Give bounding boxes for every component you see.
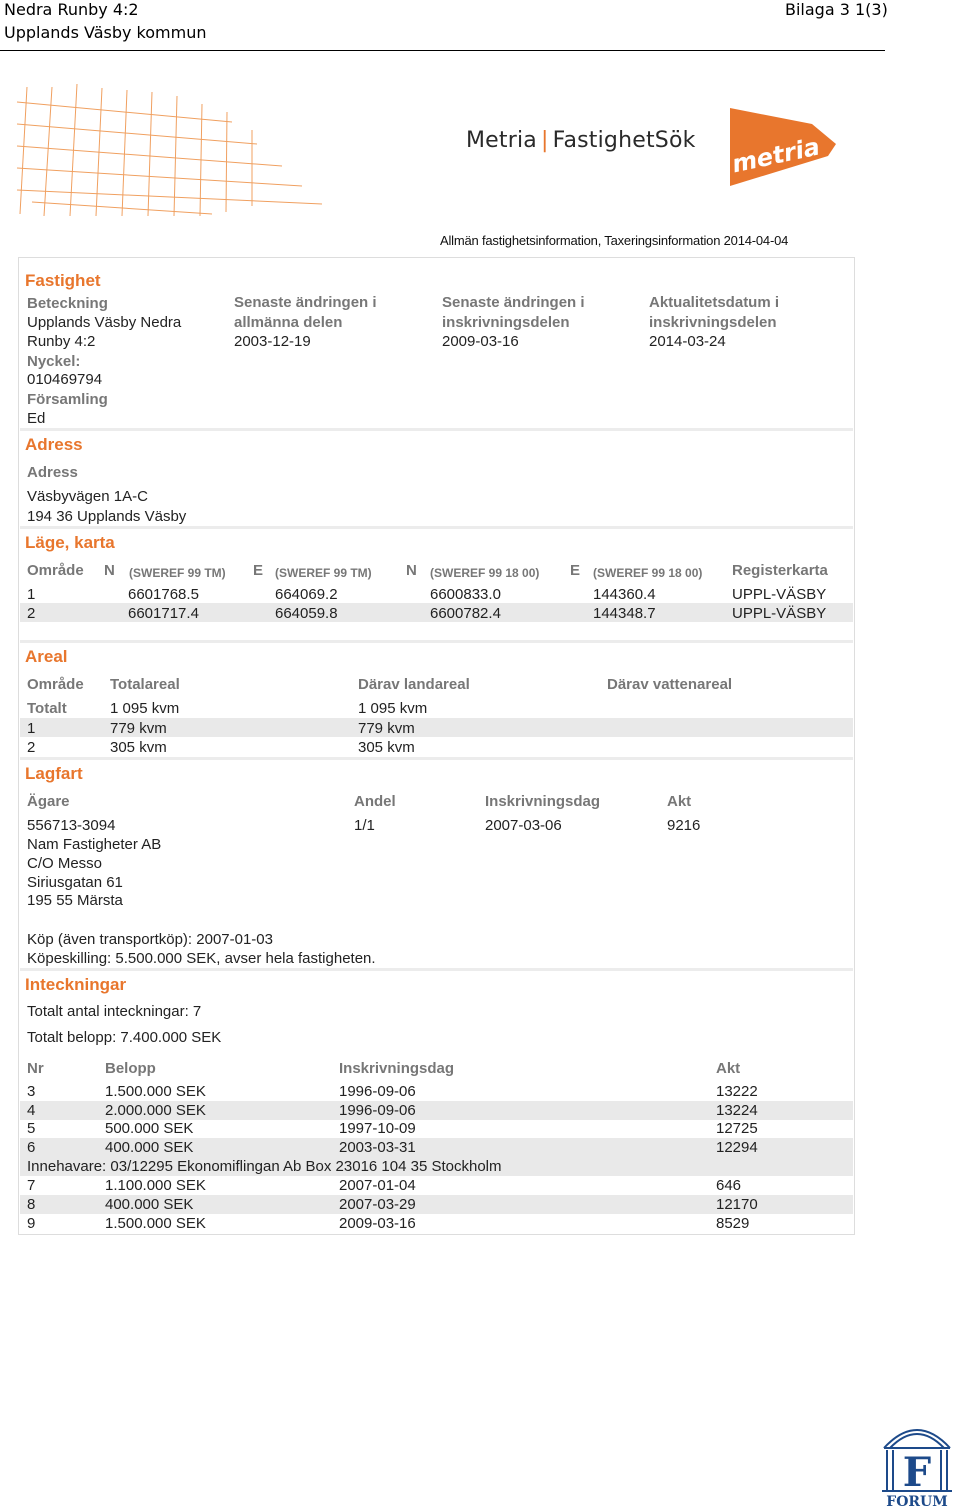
lage-header-sweref-tm-e: (SWEREF 99 TM) [275, 566, 372, 580]
intck-cell-nr: 9 [27, 1215, 36, 1232]
nyckel-label: Nyckel: [27, 353, 81, 370]
intck-header-nr: Nr [27, 1060, 44, 1077]
brand-name-right: FastighetSök [552, 128, 696, 153]
areal-cell-land: 305 kvm [358, 739, 415, 756]
intck-cell-dag: 1996-09-06 [339, 1083, 416, 1100]
intck-cell-dag: 2003-03-31 [339, 1139, 416, 1156]
inskr-change-label-line1: Senaste ändringen i [442, 294, 585, 311]
lagfart-header-andel: Andel [354, 793, 396, 810]
lage-cell-n-1800: 6600833.0 [430, 586, 501, 603]
lage-header-omrade: Område [27, 562, 84, 579]
map-grid-decoration [12, 82, 332, 222]
intck-cell-dag: 2007-03-29 [339, 1196, 416, 1213]
adress-label: Adress [27, 464, 78, 481]
section-divider [20, 757, 853, 760]
adress-line1: Väsbyvägen 1A-C [27, 488, 148, 505]
owner-line: Nam Fastigheter AB [27, 836, 162, 853]
intck-cell-nr: 7 [27, 1177, 36, 1194]
inskr-change-label-line2: inskrivningsdelen [442, 314, 570, 331]
intck-header-akt: Akt [716, 1060, 741, 1077]
lage-cell-e-1800: 144360.4 [593, 586, 656, 603]
owner-line: C/O Messo [27, 855, 103, 872]
lagfart-kopeskilling: Köpeskilling: 5.500.000 SEK, avser hela fastigheten. [27, 950, 376, 967]
header-divider [0, 50, 885, 51]
intck-cell-belopp: 1.500.000 SEK [105, 1083, 206, 1100]
areal-cell-total: 305 kvm [110, 739, 167, 756]
areal-cell-total: 779 kvm [110, 720, 167, 737]
lage-header-sweref-1800-n: (SWEREF 99 18 00) [430, 566, 540, 580]
lage-cell-n-1800: 6600782.4 [430, 605, 501, 622]
lage-cell-n-tm: 6601717.4 [128, 605, 199, 622]
section-divider [20, 640, 853, 643]
owner-line: 195 55 Märsta [27, 892, 123, 909]
section-title-adress: Adress [25, 435, 83, 454]
intck-cell-akt: 13224 [716, 1102, 758, 1119]
allm-change-value: 2003-12-19 [234, 333, 311, 350]
beteckning-label: Beteckning [27, 295, 108, 312]
nyckel-value: 010469794 [27, 371, 103, 388]
brand-name-left: Metria [466, 128, 537, 153]
areal-header-landareal: Därav landareal [358, 676, 470, 693]
lage-cell-registerkarta: UPPL-VÄSBY [732, 586, 827, 603]
intck-cell-akt: 12294 [716, 1139, 758, 1156]
forum-logo [878, 1414, 956, 1508]
areal-cell-omrade: 2 [27, 739, 36, 756]
intck-cell-dag: 1996-09-06 [339, 1102, 416, 1119]
intck-cell-dag: 2009-03-16 [339, 1215, 416, 1232]
inskr-change-value: 2009-03-16 [442, 333, 519, 350]
intck-cell-nr: 4 [27, 1102, 36, 1119]
intck-cell-nr: 5 [27, 1120, 36, 1137]
lage-header-registerkarta: Registerkarta [732, 562, 828, 579]
intck-header-inskrivningsdag: Inskrivningsdag [339, 1060, 455, 1077]
aktualitet-label-line1: Aktualitetsdatum i [649, 294, 780, 311]
areal-cell-total: 1 095 kvm [110, 700, 180, 717]
owner-line: Siriusgatan 61 [27, 874, 123, 891]
header-page-ref: Bilaga 3 1(3) [785, 0, 888, 19]
section-title-lagfart: Lagfart [25, 764, 83, 783]
areal-header-omrade: Område [27, 676, 84, 693]
lagfart-andel: 1/1 [354, 817, 375, 834]
lage-header-sweref-1800-e: (SWEREF 99 18 00) [593, 566, 703, 580]
allm-change-label-line2: allmänna delen [234, 314, 343, 331]
lage-cell-e-tm: 664069.2 [275, 586, 338, 603]
lagfart-akt: 9216 [667, 817, 701, 834]
areal-cell-land: 1 095 kvm [358, 700, 428, 717]
lagfart-header-agare: Ägare [27, 793, 70, 810]
inteckningar-antal: Totalt antal inteckningar: 7 [27, 1003, 202, 1020]
intck-cell-belopp: 1.500.000 SEK [105, 1215, 206, 1232]
section-divider [20, 526, 853, 529]
intck-cell-nr: 3 [27, 1083, 36, 1100]
lagfart-header-inskrivningsdag: Inskrivningsdag [485, 793, 601, 810]
aktualitet-label-line2: inskrivningsdelen [649, 314, 777, 331]
intck-cell-akt: 12725 [716, 1120, 758, 1137]
lage-header-n1: N [104, 562, 115, 579]
metria-logo-text: metria [729, 132, 823, 179]
metria-logo [724, 104, 840, 188]
intck-innehavare: Innehavare: 03/12295 Ekonomiflingan Ab Box 23016 104 35 Stockholm [27, 1158, 502, 1175]
header-municipality: Upplands Väsby kommun [4, 23, 207, 42]
forum-logo-text: FORUM [886, 1494, 948, 1508]
intck-cell-akt: 13222 [716, 1083, 758, 1100]
intck-cell-nr: 8 [27, 1196, 36, 1213]
lagfart-header-akt: Akt [667, 793, 692, 810]
document-subtitle: Allmän fastighetsinformation, Taxeringsinformation 2014-04-04 [440, 233, 789, 248]
owner-line: 556713-3094 [27, 817, 116, 834]
lage-header-n2: N [406, 562, 417, 579]
beteckning-value-line1: Upplands Väsby Nedra [27, 314, 182, 331]
areal-header-totalareal: Totalareal [110, 676, 180, 693]
intck-cell-dag: 2007-01-04 [339, 1177, 416, 1194]
forsamling-value: Ed [27, 410, 46, 427]
adress-line2: 194 36 Upplands Väsby [27, 508, 187, 525]
forum-logo-letter: F [902, 1449, 932, 1496]
lage-header-e1: E [253, 562, 264, 579]
brand-title [466, 128, 696, 153]
intck-cell-belopp: 400.000 SEK [105, 1196, 194, 1213]
areal-cell-omrade: Totalt [27, 700, 67, 717]
intck-cell-akt: 646 [716, 1177, 742, 1194]
areal-cell-omrade: 1 [27, 720, 36, 737]
section-title-fastighet: Fastighet [25, 271, 101, 290]
areal-cell-land: 779 kvm [358, 720, 415, 737]
allm-change-label-line1: Senaste ändringen i [234, 294, 377, 311]
lage-header-sweref-tm-n: (SWEREF 99 TM) [129, 566, 226, 580]
forsamling-label: Församling [27, 391, 108, 408]
section-title-lage: Läge, karta [25, 533, 115, 552]
intck-cell-akt: 8529 [716, 1215, 750, 1232]
intck-cell-belopp: 500.000 SEK [105, 1120, 194, 1137]
header-title: Nedra Runby 4:2 [4, 0, 139, 19]
intck-header-belopp: Belopp [105, 1060, 156, 1077]
brand-separator: | [540, 128, 549, 153]
beteckning-value-line2: Runby 4:2 [27, 333, 96, 350]
lagfart-kop: Köp (även transportköp): 2007-01-03 [27, 931, 273, 948]
intck-cell-belopp: 400.000 SEK [105, 1139, 194, 1156]
inteckningar-belopp: Totalt belopp: 7.400.000 SEK [27, 1029, 222, 1046]
lage-cell-omrade: 1 [27, 586, 36, 603]
intck-cell-belopp: 1.100.000 SEK [105, 1177, 206, 1194]
section-divider [20, 968, 853, 971]
intck-cell-nr: 6 [27, 1139, 36, 1156]
lage-cell-e-tm: 664059.8 [275, 605, 338, 622]
section-title-inteckningar: Inteckningar [25, 975, 127, 994]
lage-cell-registerkarta: UPPL-VÄSBY [732, 605, 827, 622]
lage-cell-omrade: 2 [27, 605, 36, 622]
areal-header-vattenareal: Därav vattenareal [607, 676, 733, 693]
lage-cell-e-1800: 144348.7 [593, 605, 656, 622]
lagfart-inskrivningsdag: 2007-03-06 [485, 817, 562, 834]
lage-header-e2: E [570, 562, 581, 579]
section-divider [20, 428, 853, 431]
section-title-areal: Areal [25, 647, 68, 666]
lage-cell-n-tm: 6601768.5 [128, 586, 199, 603]
intck-cell-akt: 12170 [716, 1196, 758, 1213]
intck-cell-belopp: 2.000.000 SEK [105, 1102, 206, 1119]
intck-cell-dag: 1997-10-09 [339, 1120, 416, 1137]
aktualitet-value: 2014-03-24 [649, 333, 726, 350]
